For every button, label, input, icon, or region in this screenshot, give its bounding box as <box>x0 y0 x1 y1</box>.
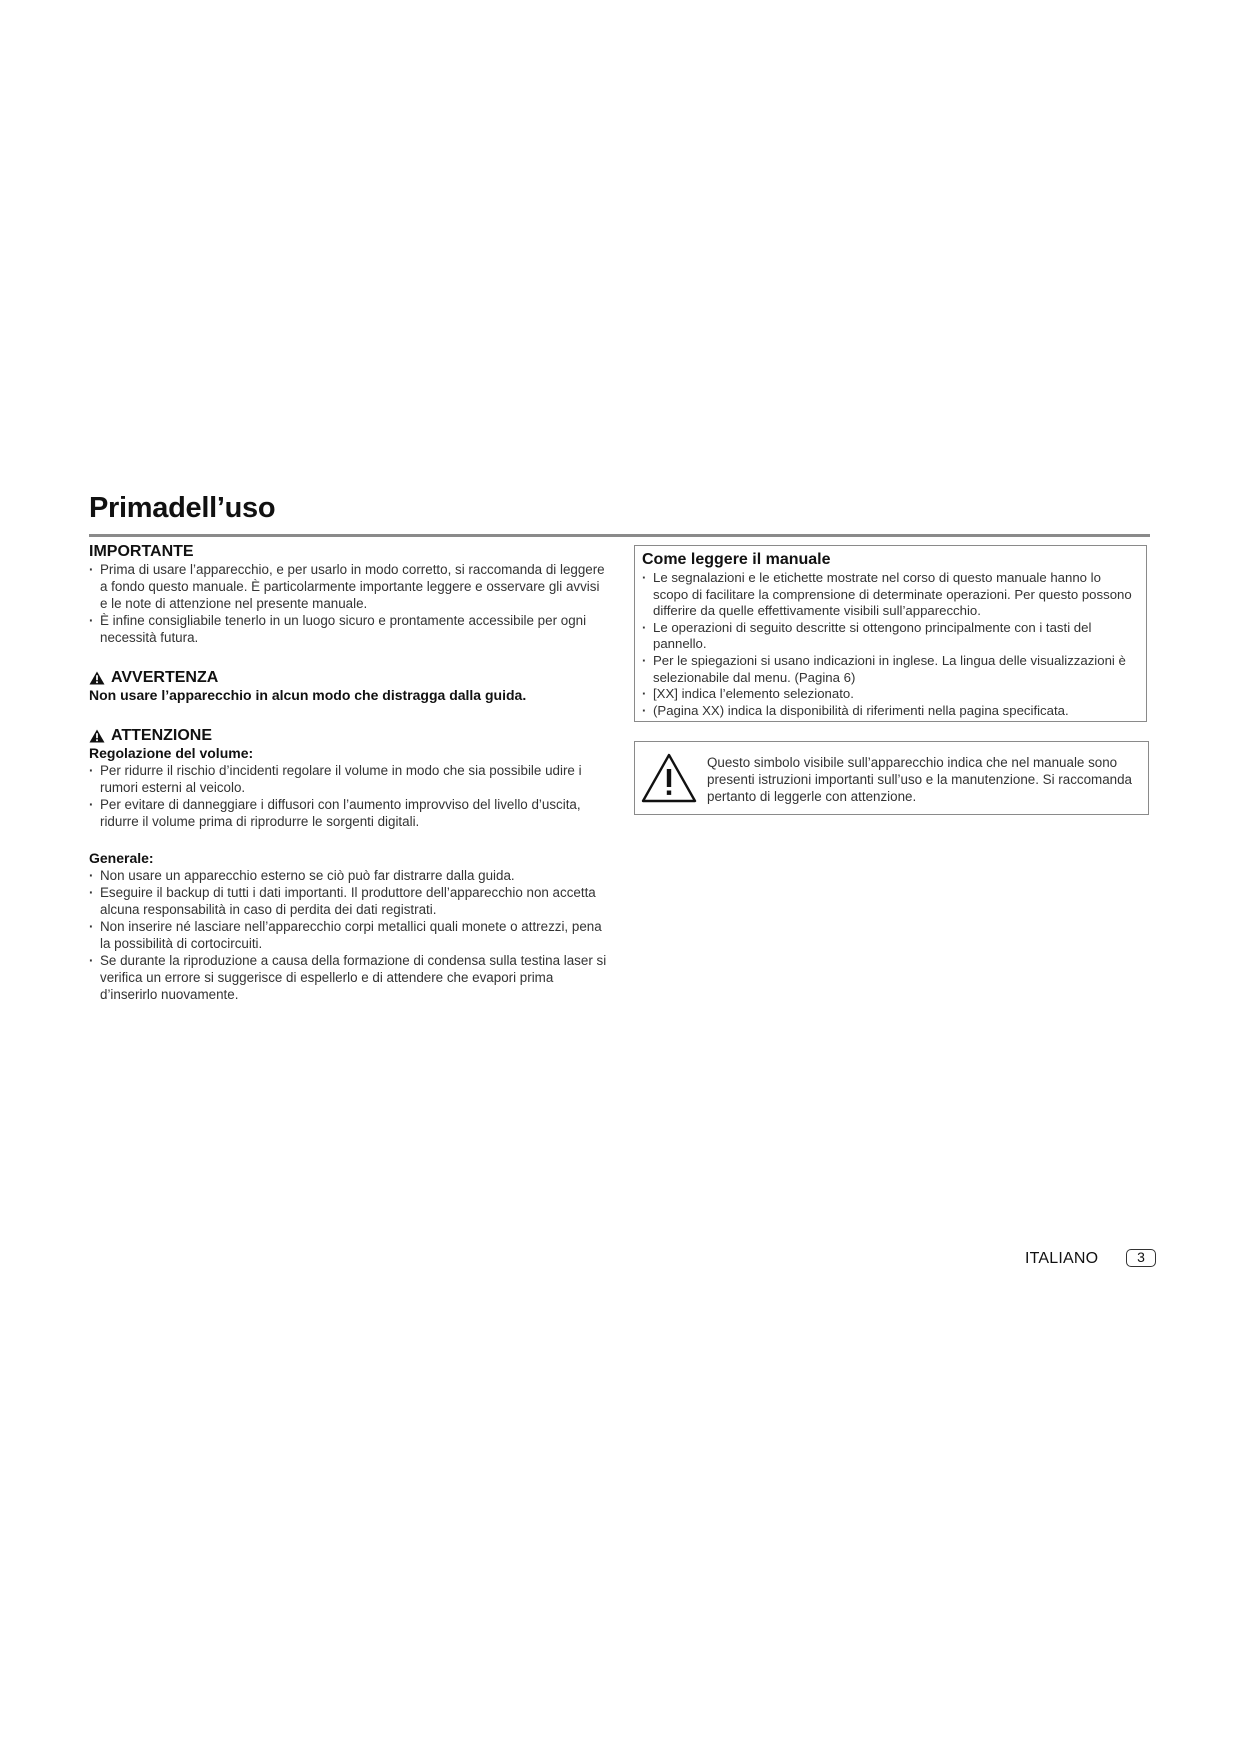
importante-section <box>89 542 609 646</box>
page-number-badge: 3 <box>1126 1249 1156 1267</box>
list-item: · Se durante la riproduzione a causa della formazione di condensa sulla testina laser si verifica un errore si suggerisce di espellerlo e di attendere che evapori prima d’inserirlo nuovamente. <box>89 952 609 1003</box>
avvertenza-text: Non usare l’apparecchio in alcun modo che distragga dalla guida. <box>89 687 527 703</box>
page-title: Primadell’uso <box>89 492 276 524</box>
generale-subheading: Generale: <box>89 850 154 866</box>
list-item: · Le segnalazioni e le etichette mostrate nel corso di questo manuale hanno lo scopo di facilitare la comprensione di determinate operazioni. Per questo possono differire da quelle effettivamente visibili sull’apparecchio. <box>642 570 1139 620</box>
title-divider <box>89 534 1150 537</box>
warning-triangle-icon <box>89 671 105 685</box>
list-item: · Prima di usare l’apparecchio, e per usarlo in modo corretto, si raccomanda di leggere a fondo questo manuale. È particolarmente importante leggere e osservare gli avvisi e le note di attenzione nel presente manuale. <box>89 561 609 612</box>
come-leggere-box <box>634 545 1147 722</box>
volume-subheading: Regolazione del volume: <box>89 745 254 761</box>
footer-language: ITALIANO <box>1025 1250 1099 1267</box>
attenzione-heading-label: ATTENZIONE <box>111 727 213 744</box>
list-item: · Non inserire né lasciare nell’apparecchio corpi metallici quali monete o attrezzi, pena la possibilità di cortocircuiti. <box>89 918 609 952</box>
importante-heading: IMPORTANTE <box>89 543 194 560</box>
left-column <box>89 542 609 1003</box>
come-leggere-heading: Come leggere il manuale <box>642 551 831 568</box>
list-item: · Per evitare di danneggiare i diffusori con l’aumento improvviso del livello d’uscita, ridurre il volume prima di riprodurre le sorgenti digitali. <box>89 796 609 830</box>
list-item: · È infine consigliabile tenerlo in un luogo sicuro e prontamente accessibile per ogni necessità futura. <box>89 612 609 646</box>
list-item: · Le operazioni di seguito descritte si ottengono principalmente con i tasti del pannello. <box>642 620 1139 653</box>
volume-list <box>89 762 609 830</box>
list-item: · Eseguire il backup di tutti i dati importanti. Il produttore dell’apparecchio non accetta alcuna responsabilità in caso di perdita dei dati registrati. <box>89 884 609 918</box>
list-item: · (Pagina XX) indica la disponibilità di riferimenti nella pagina specificata. <box>642 703 1139 720</box>
list-item: · Per le spiegazioni si usano indicazioni in inglese. La lingua delle visualizzazioni è selezionabile dal menu. (Pagina 6) <box>642 653 1139 686</box>
warning-triangle-icon <box>640 752 698 804</box>
avvertenza-heading-label: AVVERTENZA <box>111 669 219 686</box>
list-item: · [XX] indica l’elemento selezionato. <box>642 686 1139 703</box>
list-item: · Per ridurre il rischio d’incidenti regolare il volume in modo che sia possibile udire i rumori esterni al veicolo. <box>89 762 609 796</box>
list-item: · Non usare un apparecchio esterno se ciò può far distrarre dalla guida. <box>89 867 609 884</box>
symbol-note-box <box>634 741 1149 815</box>
importante-list <box>89 561 609 646</box>
symbol-note-text: Questo simbolo visibile sull’apparecchio indica che nel manuale sono presenti istruzioni importanti sull’uso e la manutenzione. Si raccomanda pertanto di leggerle con attenzione. <box>707 755 1132 804</box>
attenzione-heading <box>89 726 609 745</box>
avvertenza-section <box>89 668 609 704</box>
generale-list <box>89 867 609 1003</box>
attenzione-section <box>89 726 609 1003</box>
warning-triangle-icon <box>89 729 105 743</box>
come-leggere-list <box>642 570 1139 719</box>
avvertenza-heading <box>89 668 609 687</box>
